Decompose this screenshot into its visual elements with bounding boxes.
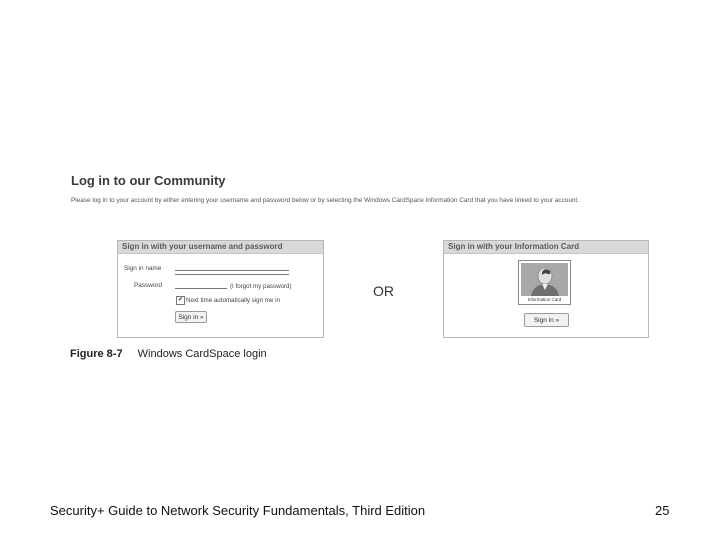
page-number: 25 [655,503,670,518]
username-label: Sign in name [124,265,162,272]
information-card-panel-header: Sign in with your Information Card [444,241,648,254]
remember-me-checkbox[interactable]: ✔ [177,297,184,303]
password-label: Password [134,282,163,289]
or-divider-text: OR [373,283,394,299]
intro-text: Please log in to your account by either entering your username and password below or by selecting the Windows CardSpace Information Card that you have linked to your account. [71,197,579,204]
page-title: Log in to our Community [71,173,226,188]
username-input[interactable] [175,261,289,271]
username-field-underline [175,274,289,275]
information-card-tile[interactable] [518,260,571,305]
footer-title: Security+ Guide to Network Security Fundamentals, Third Edition [50,503,426,518]
username-login-panel [117,240,324,338]
information-card-panel [443,240,649,338]
person-avatar-icon [521,263,568,296]
figure-number: Figure 8-7 [70,348,123,360]
forgot-password-link[interactable]: (I forgot my password) [230,283,292,290]
password-input[interactable] [175,279,227,289]
figure-caption [70,348,267,360]
remember-me-label: Next time automatically sign me in [186,297,280,304]
card-label: Information Card [527,297,562,302]
signin-password-button[interactable]: Sign in » [175,311,207,323]
card-avatar-image [521,263,568,296]
figure-caption-text: Windows CardSpace login [137,348,267,360]
username-panel-header: Sign in with your username and password [118,241,323,254]
signin-card-button[interactable]: Sign in » [524,313,569,327]
